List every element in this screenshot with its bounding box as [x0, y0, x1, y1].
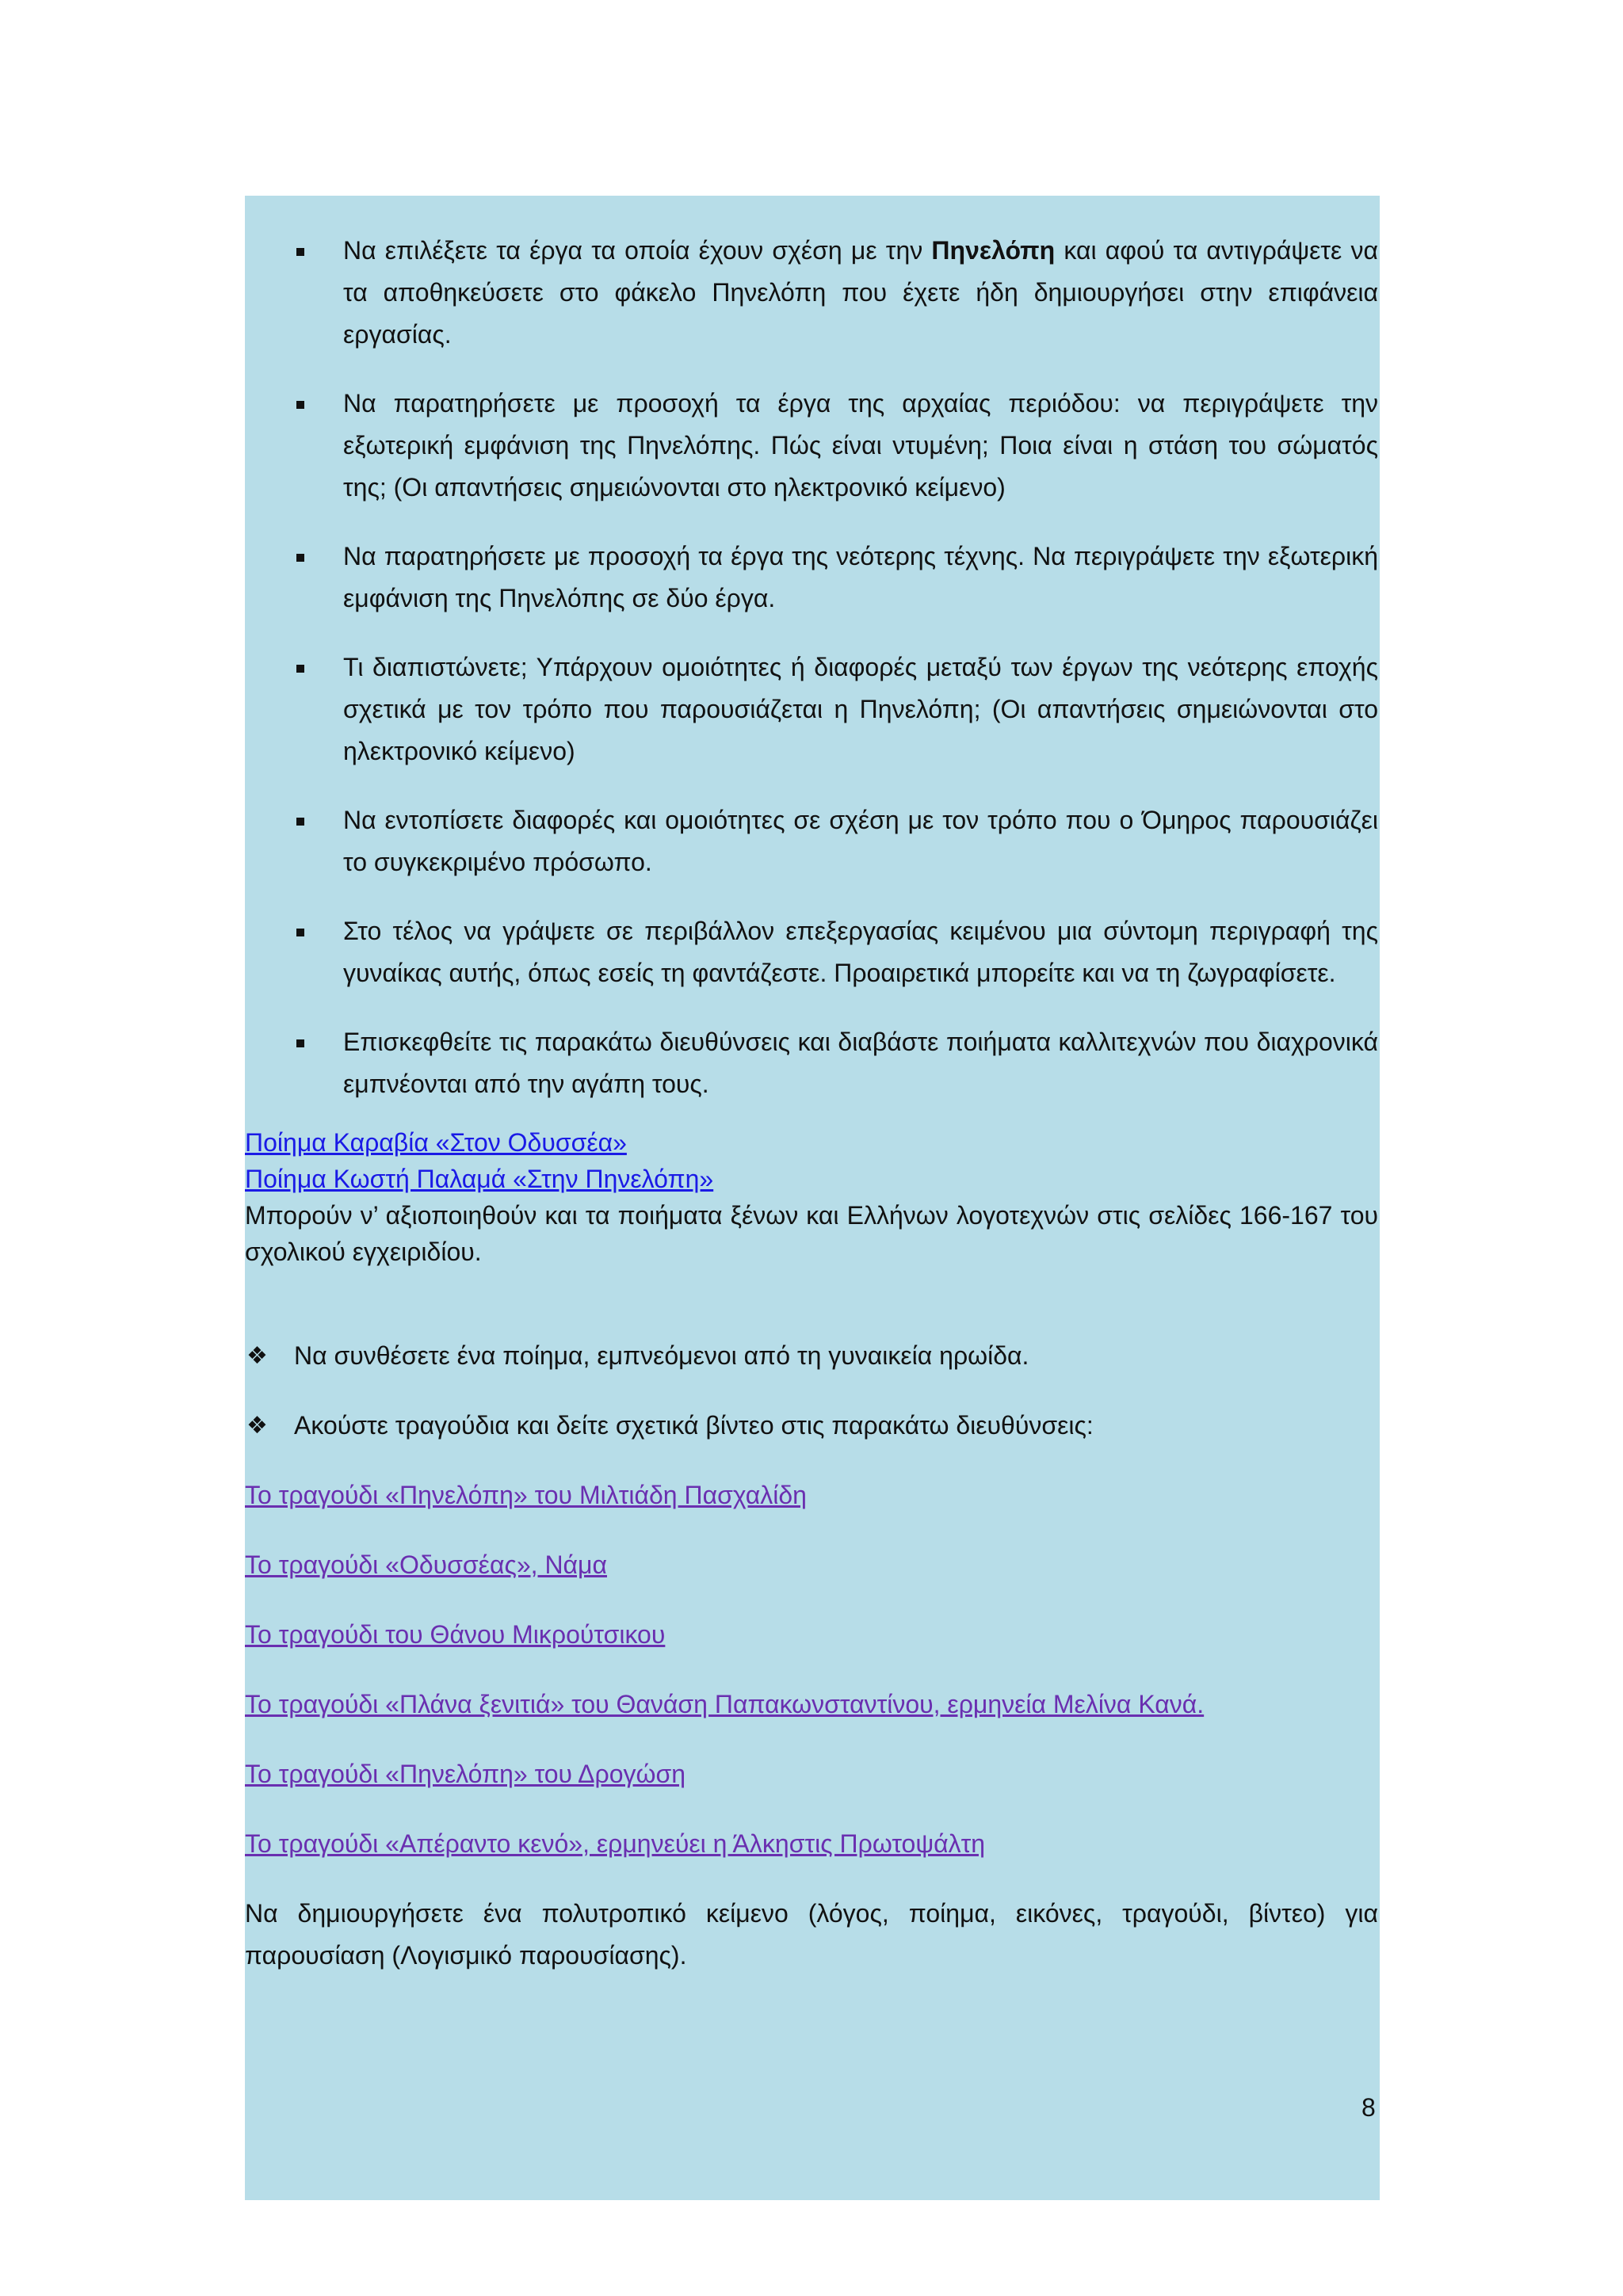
diamond-bullet-icon: ❖	[246, 1342, 268, 1370]
poem-link-karavias[interactable]: Ποίημα Καραβία «Στον Οδυσσέα»	[245, 1128, 627, 1157]
list-item-text: Να συνθέσετε ένα ποίημα, εμπνεόμενοι από τη γυναικεία ηρωίδα.	[294, 1341, 1029, 1370]
list-item-text: Να εντοπίσετε διαφορές και ομοιότητες σε σχέση με τον τρόπο που ο Όμηρος παρουσιάζει το συγκεκριμένο πρόσωπο.	[343, 806, 1378, 876]
song-links	[245, 1474, 1378, 1865]
poem-links	[245, 1124, 1378, 1197]
penelope-bold: Πηνελόπη	[931, 236, 1056, 265]
list-item-text: Στο τέλος να γράψετε σε περιβάλλον επεξεργασίας κειμένου μια σύντομη περιγραφή της γυναίκας αυτής, όπως εσείς τη φαντάζεστε. Προαιρετικά μπορείτε και να τη ζωγραφίσετε.	[343, 917, 1378, 987]
square-bullet-icon	[296, 554, 304, 562]
list-item	[245, 1335, 1378, 1377]
list-item	[245, 230, 1378, 356]
document-content	[245, 230, 1378, 1977]
song-link-protopsalti[interactable]: Το τραγούδι «Απέραντο κενό», ερμηνεύει η Άλκηστις Πρωτοψάλτη	[245, 1829, 986, 1858]
list-item	[245, 799, 1378, 883]
poems-note: Μπορούν ν’ αξιοποιηθούν και τα ποιήματα ξένων και Ελλήνων λογοτεχνών στις σελίδες 166-167 του σχολικού εγχειριδίου.	[245, 1201, 1378, 1266]
song-link-papakonstantinou[interactable]: Το τραγούδι «Πλάνα ξενιτιά» του Θανάση Παπακωνσταντίνου, ερμηνεία Μελίνα Κανά.	[245, 1690, 1205, 1718]
square-bullet-icon	[296, 248, 304, 256]
activity-list	[245, 1335, 1378, 1447]
song-link-drogosis[interactable]: Το τραγούδι «Πηνελόπη» του Δρογώση	[245, 1760, 686, 1788]
poem-link-palamas[interactable]: Ποίημα Κωστή Παλαμά «Στην Πηνελόπη»	[245, 1165, 714, 1193]
song-link-mikroutsikos[interactable]: Το τραγούδι του Θάνου Μικρούτσικου	[245, 1620, 666, 1649]
list-item	[245, 536, 1378, 620]
song-link-nama[interactable]: Το τραγούδι «Οδυσσέας», Νάμα	[245, 1550, 607, 1579]
square-bullet-icon	[296, 1039, 304, 1047]
list-item-text: Τι διαπιστώνετε; Υπάρχουν ομοιότητες ή διαφορές μεταξύ των έργων της νεότερης εποχής σχετικά με τον τρόπο που παρουσιάζεται η Πηνελόπη; (Οι απαντήσεις σημειώνονται στο ηλεκτρονικό κείμενο)	[343, 653, 1378, 765]
square-bullet-icon	[296, 929, 304, 936]
song-link-paschalidis[interactable]: Το τραγούδι «Πηνελόπη» του Μιλτιάδη Πασχαλίδη	[245, 1481, 807, 1509]
list-item	[245, 646, 1378, 772]
final-paragraph: Να δημιουργήσετε ένα πολυτροπικό κείμενο (λόγος, ποίημα, εικόνες, τραγούδι, βίντεο) για παρουσίαση (Λογισμικό παρουσίασης).	[245, 1899, 1378, 1970]
square-bullet-icon	[296, 665, 304, 673]
list-item	[245, 383, 1378, 509]
list-item-text: Να παρατηρήσετε με προσοχή τα έργα της νεότερης τέχνης. Να περιγράψετε την εξωτερική εμφάνιση της Πηνελόπης σε δύο έργα.	[343, 542, 1378, 612]
list-item-text: Επισκεφθείτε τις παρακάτω διευθύνσεις και διαβάστε ποιήματα καλλιτεχνών που διαχρονικά εμπνέονται από την αγάπη τους.	[343, 1028, 1378, 1098]
square-bullet-icon	[296, 401, 304, 409]
diamond-bullet-icon: ❖	[246, 1412, 268, 1440]
list-item	[245, 1405, 1378, 1447]
list-item-text: Ακούστε τραγούδια και δείτε σχετικά βίντεο στις παρακάτω διευθύνσεις:	[294, 1411, 1094, 1440]
task-list	[245, 230, 1378, 1105]
square-bullet-icon	[296, 818, 304, 826]
list-item	[245, 1021, 1378, 1105]
list-item	[245, 910, 1378, 994]
list-item-text: Να επιλέξετε τα έργα τα οποία έχουν σχέση με την Πηνελόπη και αφού τα αντιγράψετε να τα αποθηκεύσετε στο φάκελο Πηνελόπη που έχετε ήδη δημιουργήσει στην επιφάνεια εργασίας.	[343, 236, 1378, 349]
list-item-text: Να παρατηρήσετε με προσοχή τα έργα της αρχαίας περιόδου: να περιγράψετε την εξωτερική εμφάνιση της Πηνελόπης. Πώς είναι ντυμένη; Ποια είναι η στάση του σώματός της; (Οι απαντήσεις σημειώνονται στο ηλεκτρονικό κείμενο)	[343, 389, 1378, 502]
page-number: 8	[1361, 2093, 1376, 2122]
